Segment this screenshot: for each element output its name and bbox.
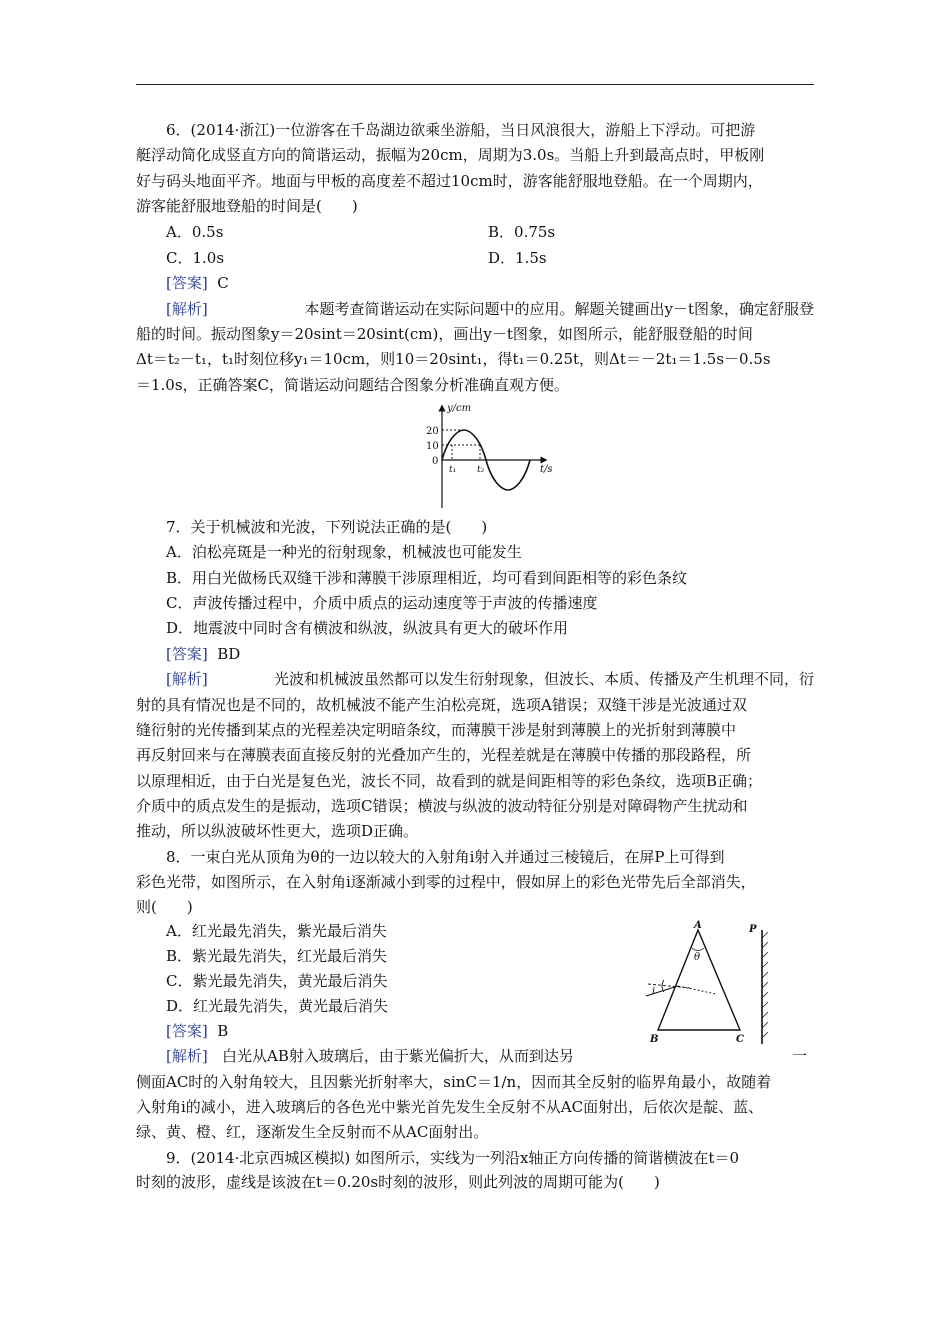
q6-option-b: B．0.75s: [488, 223, 556, 241]
q7-analysis-line-4: 再反射回来与在薄膜表面直接反射的光叠加产生的，光程差就是在薄膜中传播的那段路程，所: [136, 746, 752, 764]
q8-analysis-line-2: 侧面AC时的入射角较大，且因紫光折射率大，sinC＝1/n，因而其全反射的临界角最小，故随着: [136, 1073, 772, 1091]
answer-tag: [答案]: [166, 645, 208, 663]
vertex-c-label: C: [736, 1034, 744, 1045]
q8-option-b: B．紫光最先消失，红光最后消失: [166, 947, 388, 965]
q7-answer: BD: [217, 645, 241, 663]
q8-stem-line-3: 则( ): [136, 898, 193, 916]
analysis-tag: [解析]: [166, 670, 208, 688]
answer-tag: [答案]: [166, 274, 208, 292]
q7-option-a: A．泊松亮斑是一种光的衍射现象，机械波也可能发生: [166, 543, 522, 561]
answer-tag: [答案]: [166, 1022, 208, 1040]
refracted-ray: [678, 986, 716, 994]
q8-analysis-line-4: 绿、黄、橙、红，逐渐发生全反射而不从AC面射出。: [136, 1123, 489, 1141]
tick-20: 20: [426, 426, 439, 437]
q8-stem-line-2: 彩色光带，如图所示，在入射角i逐渐减小到零的过程中，假如屏上的彩色光带先后全部消失，: [136, 873, 756, 891]
q6-answer: C: [217, 274, 229, 292]
prism-triangle: [658, 930, 740, 1030]
q7-analysis-line-7: 推动，所以纵波破坏性更大，选项D正确。: [136, 822, 419, 840]
q6-yt-graph-figure: [414, 398, 564, 513]
q8-analysis-line-1-tail: 一: [792, 1047, 808, 1065]
y-axis-label: y/cm: [447, 403, 472, 414]
screen-hatching: [762, 932, 768, 1038]
q8-stem-line-1: 8．一束白光从顶角为θ的一边以较大的入射角i射入并通过三棱镜后，在屏P上可得到: [166, 848, 725, 866]
q7-analysis-line-3: 缝衍射的光传播到某点的光程差决定明暗条纹，而薄膜干涉是射到薄膜上的光折射到薄膜中: [136, 721, 737, 739]
vertex-b-label: B: [650, 1034, 659, 1045]
t-axis-label: t/s: [540, 464, 553, 475]
q8-analysis-line-3: 入射角i的减小，进入玻璃后的各色光中紫光首先发生全反射不从AC面射出，后依次是靛、蓝、: [136, 1098, 764, 1116]
analysis-tag: [解析]: [166, 1047, 208, 1065]
q7-analysis-line-5: 以原理相近，由于白光是复色光，波长不同，故看到的就是间距相等的彩色条纹，选项B正确；: [136, 772, 763, 790]
tick-0: 0: [432, 456, 439, 467]
q7-answer-line: [166, 645, 240, 663]
q6-stem-line-3: 好与码头地面平齐。地面与甲板的高度差不超过10cm时，游客能舒服地登船。在一个周期内，: [136, 172, 763, 190]
q7-option-b: B．用白光做杨氏双缝干涉和薄膜干涉原理相近，均可看到间距相等的彩色条纹: [166, 569, 688, 587]
q7-stem: 7．关于机械波和光波，下列说法正确的是( ): [166, 518, 488, 536]
screen-p-label: P: [749, 924, 757, 935]
q6-stem-line-1: 6．(2014·浙江)一位游客在千岛湖边欲乘坐游船，当日风浪很大，游船上下浮动。可把游: [166, 121, 756, 139]
q8-answer: B: [217, 1022, 229, 1040]
q8-option-a: A．红光最先消失，紫光最后消失: [166, 922, 387, 940]
q6-answer-line: [166, 274, 229, 292]
angle-i-label: i: [652, 986, 656, 997]
q7-analysis-line-1: [解析] 光波和机械波虽然都可以发生衍射现象，但波长、本质、传播及产生机理不同，衍: [166, 670, 814, 688]
q6-option-a: A．0.5s: [166, 223, 224, 241]
vertex-a-label: A: [694, 920, 702, 931]
q6-analysis-line-4: ＝1.0s，正确答案C，简谐运动问题结合图象分析准确直观方便。: [136, 376, 570, 394]
q8-option-d: D．红光最先消失，黄光最后消失: [166, 997, 389, 1015]
q7-option-d: D．地震波中同时含有横波和纵波，纵波具有更大的破坏作用: [166, 619, 569, 637]
q6-analysis-line-3: Δt＝t₂－t₁，t₁时刻位移y₁＝10cm，则10＝20sint₁，得t₁＝0.25t，则Δt＝－2t₁＝1.5s－0.5s: [136, 350, 771, 368]
q6-analysis-line-1: [解析] 本题考查简谐运动在实际问题中的应用。解题关键画出y－t图象，确定舒服登: [166, 300, 814, 318]
theta-label: θ: [694, 952, 701, 963]
q6-analysis-line-2: 船的时间。振动图象y＝20sint＝20sint(cm)，画出y－t图象，如图所示，能舒服登船的时间: [136, 325, 753, 343]
q6-stem-line-2: 艇浮动简化成竖直方向的简谐运动，振幅为20cm，周期为3.0s。当船上升到最高点时，甲板刚: [136, 146, 765, 164]
q9-stem-line-1: 9．(2014·北京西城区模拟) 如图所示，实线为一列沿x轴正方向传播的简谐横波在t＝0: [166, 1149, 739, 1167]
angle-theta-arc: [692, 948, 704, 951]
q6-option-d: D．1.5s: [488, 249, 547, 267]
q7-option-c: C．声波传播过程中，介质中质点的运动速度等于声波的传播速度: [166, 594, 598, 612]
t1-label: t₁: [449, 465, 457, 475]
q9-stem-line-2: 时刻的波形，虚线是该波在t＝0.20s时刻的波形，则此列波的周期可能为( ): [136, 1173, 660, 1191]
t2-label: t₂: [477, 465, 485, 475]
q8-prism-figure: [628, 918, 778, 1048]
tick-10: 10: [426, 441, 439, 452]
q6-stem-line-4: 游客能舒服地登船的时间是( ): [136, 197, 358, 215]
header-rule: [136, 84, 814, 85]
q6-option-c: C．1.0s: [166, 249, 225, 267]
q8-option-c: C．紫光最先消失，黄光最后消失: [166, 972, 388, 990]
q7-analysis-line-2: 射的具有情况也是不同的，故机械波不能产生泊松亮斑，选项A错误；双缝干涉是光波通过双: [136, 696, 747, 714]
analysis-tag: [解析]: [166, 300, 208, 318]
q8-analysis-line-1: [解析] 白光从AB射入玻璃后，由于紫光偏折大，从而到达另: [166, 1047, 574, 1065]
q8-answer-line: [166, 1022, 228, 1040]
q7-analysis-line-6: 介质中的质点发生的是振动，选项C错误；横波与纵波的波动特征分别是对障碍物产生扰动和: [136, 797, 748, 815]
